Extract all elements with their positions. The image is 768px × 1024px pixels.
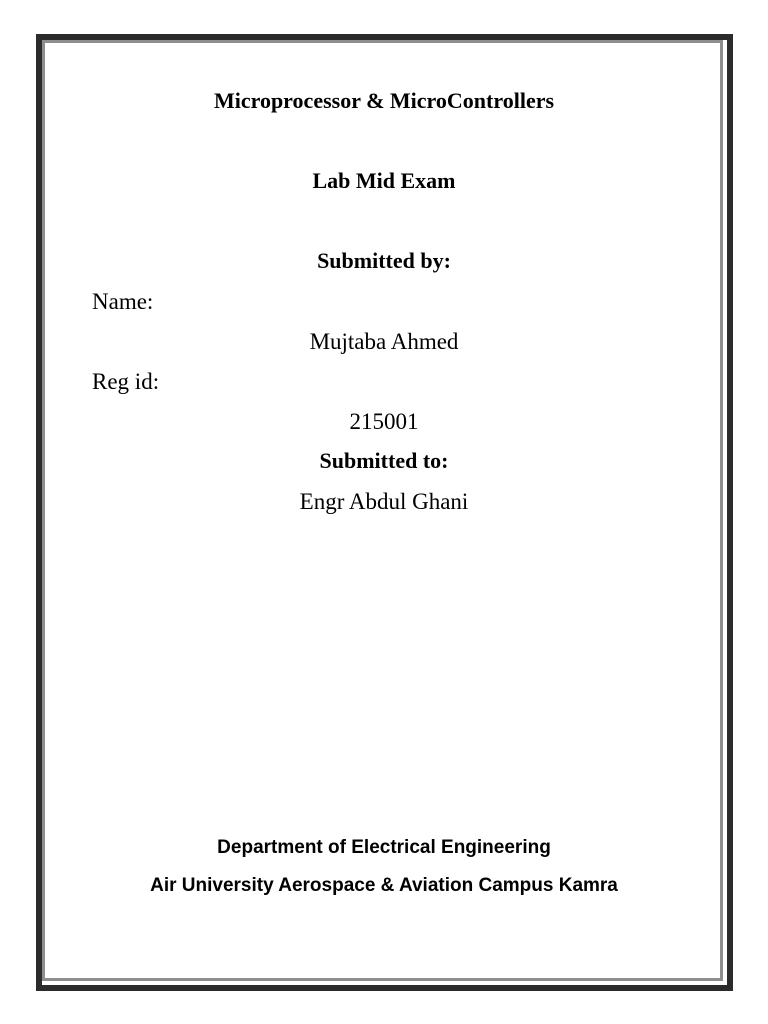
reg-id-label: Reg id: — [92, 369, 160, 394]
exam-title: Lab Mid Exam — [312, 168, 456, 193]
name-label: Name: — [92, 289, 154, 314]
reg-id-value: 215001 — [349, 409, 419, 434]
department-name: Department of Electrical Engineering — [217, 837, 551, 858]
submitted-to-heading: Submitted to: — [319, 448, 449, 473]
university-name: Air University Aerospace & Aviation Campus Kamra — [150, 875, 618, 896]
course-title: Microprocessor & MicroControllers — [213, 88, 555, 113]
submitted-by-heading: Submitted by: — [317, 248, 451, 273]
submitted-to-value: Engr Abdul Ghani — [299, 489, 469, 514]
name-value: Mujtaba Ahmed — [309, 329, 459, 354]
